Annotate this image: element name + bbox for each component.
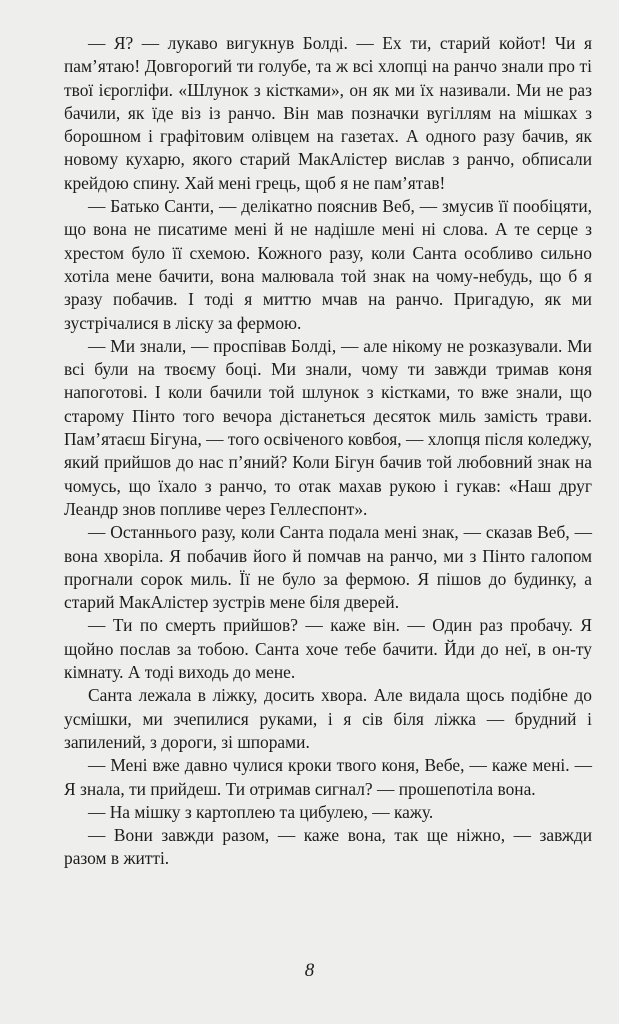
- paragraph: — Ти по смерть прийшов? — каже він. — Один раз пробачу. Я щойно послав за тобою. Санта хоче тебе бачити. Йди до неї, в он-ту кімнату. А тоді виходь до мене.: [64, 615, 592, 683]
- page-number: 8: [304, 960, 315, 981]
- paragraph: — Мені вже давно чулися кроки твого коня, Вебе, — каже мені. — Я знала, ти прийдеш. Ти отримав сигнал? — прошепотіла вона.: [64, 755, 592, 799]
- paragraph: — Ми знали, — проспівав Болді, — але нікому не розказували. Ми всі були на твоєму боці. Ми знали, чому ти завжди тримав коня напоготові. І коли бачили той шлунок з кістками, то вже знали, що старому Пінто того вечора дістанеться десяток миль замість трави. Пам’ятаєш Бігуна, — того освіченого ковбоя, — хлопця після коледжу, який прийшов до нас п’яний? Коли Бігун бачив той любовний знак на чомусь, що їхало з ранчо, то отак махав рукою і гукав: «Наш друг Леандр знов попливе через Геллеспонт».: [64, 335, 592, 519]
- paragraph: — На мішку з картоплею та цибулею, — кажу.: [88, 801, 434, 822]
- paragraph: Санта лежала в ліжку, досить хвора. Але видала щось подібне до усмішки, ми зчепилися руками, і я сів біля ліжка — брудний і запилений, з дороги, зі шпорами.: [64, 685, 592, 752]
- paragraph: — Батько Санти, — делікатно пояснив Веб, — змусив її пообіцяти, що вона не писатиме мені й не надішле мені ні слова. А те серце з хрестом було її схемою. Кожного разу, коли Санта особливо сильно хотіла мене бачити, вона малювала той знак на чому-небудь, що б я зразу побачив. І тоді я миттю мчав на ранчо. Пригадую, як ми зустрічалися в ліску за фермою.: [64, 196, 592, 333]
- paragraph: — Останнього разу, коли Санта подала мені знак, — сказав Веб, — вона хворіла. Я побачив його й помчав на ранчо, ми з Пінто галопом прогнали сорок миль. Її не було за фермою. Я пішов до будинку, а старий МакАлістер зустрів мене біля дверей.: [64, 522, 592, 613]
- paragraph: — Я? — лукаво вигукнув Болді. — Ех ти, старий койот! Чи я пам’ятаю! Довгорогий ти голубе, та ж всі хлопці на ранчо знали про ті твої ієрогліфи. «Шлунок з кістками», он як ми їх називали. Ми не раз бачили, як їде віз із ранчо. Він мав позначки вугіллям на мішках з борошном і графітовим олівцем на газетах. А одного разу бачив, як новому кухарю, якого старий МакАлістер вислав з ранчо, обписали крейдою спину. Хай мені грець, щоб я не пам’ятав!: [64, 33, 592, 193]
- body-text: [64, 32, 592, 871]
- paragraph: — Вони завжди разом, — каже вона, так ще ніжно, — завжди разом в житті.: [64, 825, 592, 869]
